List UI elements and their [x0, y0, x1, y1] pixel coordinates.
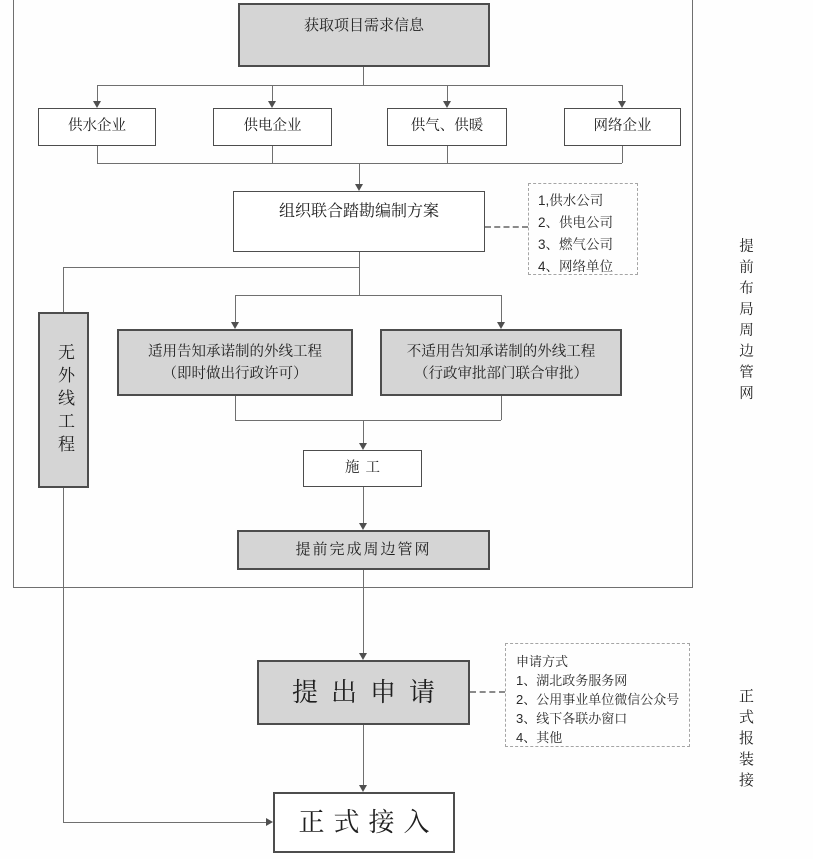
arrowhead-notapplicable	[497, 322, 505, 329]
connector-network-down	[622, 146, 623, 163]
connector-applicable-down	[235, 396, 236, 420]
connector-to-network	[622, 85, 623, 102]
connector-survey-down	[359, 252, 360, 295]
node-construction-label: 施工	[345, 459, 386, 476]
connector-to-power	[272, 85, 273, 102]
connector-noline-route-right	[63, 822, 266, 823]
node-no-outline-project	[38, 312, 89, 488]
phase-label-early-pipeline: 提前布局周边管网	[737, 238, 753, 406]
node-power-company	[213, 108, 332, 146]
connector-acquire-down	[363, 67, 364, 85]
connector-to-water	[97, 85, 98, 102]
connector-split-two	[235, 295, 501, 296]
note-survey-partners-line4: 4、网络单位	[538, 259, 614, 274]
note-application-methods-title: 申请方式	[516, 654, 569, 669]
node-water-company-label: 供水企业	[68, 118, 126, 135]
arrowhead-water	[93, 101, 101, 108]
dashed-connector-apply-note	[470, 691, 505, 693]
connector-complete-down	[363, 570, 364, 653]
connector-noline-route-down	[63, 488, 64, 822]
node-complete-pipeline-early-label: 提前完成周边管网	[295, 540, 432, 558]
connector-construction-down	[363, 487, 364, 523]
node-network-company	[564, 108, 681, 146]
node-acquire-info	[238, 3, 490, 67]
note-survey-partners	[528, 183, 638, 275]
connector-notapplicable-down	[501, 396, 502, 420]
arrowhead-complete-pipeline	[359, 523, 367, 530]
note-application-methods-line2: 2、公用事业单位微信公众号	[516, 692, 680, 707]
arrowhead-formal-left	[266, 818, 273, 826]
note-application-methods-line4: 4、其他	[516, 730, 563, 745]
note-application-methods-line1: 1、湖北政务服务网	[516, 673, 628, 688]
node-submit-application-label: 提出申请	[291, 676, 448, 707]
connector-noline-in	[63, 267, 64, 312]
connector-to-gas	[447, 85, 448, 102]
node-commit-not-applicable-line2: （行政审批部门联合审批）	[414, 365, 588, 382]
connector-to-survey	[359, 163, 360, 184]
node-gas-heating	[387, 108, 507, 146]
dashed-connector-survey-note	[485, 226, 528, 228]
connector-to-notapplicable	[501, 295, 502, 322]
arrowhead-submit	[359, 653, 367, 660]
node-commit-not-applicable-line1: 不适用告知承诺制的外线工程	[406, 343, 596, 360]
note-application-methods-line3: 3、线下各联办窗口	[516, 711, 628, 726]
node-acquire-info-label: 获取项目需求信息	[303, 17, 424, 34]
connector-merge-two	[235, 420, 501, 421]
node-commit-applicable-line1: 适用告知承诺制的外线工程	[148, 343, 322, 360]
phase-border-early-pipeline	[13, 0, 693, 588]
connector-to-applicable	[235, 295, 236, 322]
arrowhead-formal-top	[359, 785, 367, 792]
arrowhead-survey	[355, 184, 363, 191]
node-gas-heating-label: 供气、供暖	[410, 118, 484, 135]
phase-label-formal-install: 正式报装接	[737, 688, 754, 793]
connector-fanout-top	[97, 85, 622, 86]
note-application-methods	[505, 643, 690, 747]
node-network-company-label: 网络企业	[593, 118, 652, 135]
arrowhead-network	[618, 101, 626, 108]
connector-submit-down	[363, 725, 364, 785]
node-commit-applicable	[117, 329, 353, 396]
connector-gas-down	[447, 146, 448, 163]
node-no-outline-project-label: 无外线工程	[54, 342, 74, 458]
arrowhead-construction	[359, 443, 367, 450]
arrowhead-power	[268, 101, 276, 108]
node-joint-survey	[233, 191, 485, 252]
node-formal-access-label: 正式接入	[298, 806, 439, 837]
connector-power-down	[272, 146, 273, 163]
node-commit-not-applicable	[380, 329, 622, 396]
node-submit-application	[257, 660, 470, 725]
arrowhead-gas	[443, 101, 451, 108]
node-power-company-label: 供电企业	[243, 118, 302, 135]
connector-branch-noline	[63, 267, 359, 268]
note-survey-partners-line2: 2、供电公司	[538, 215, 614, 230]
note-survey-partners-line3: 3、燃气公司	[538, 237, 614, 252]
node-joint-survey-label: 组织联合踏勘编制方案	[278, 203, 439, 220]
node-formal-access	[273, 792, 455, 853]
node-commit-applicable-line2: （即时做出行政许可）	[162, 365, 308, 382]
node-construction	[303, 450, 422, 487]
node-water-company	[38, 108, 156, 146]
connector-water-down	[97, 146, 98, 163]
connector-to-construction	[363, 420, 364, 443]
node-complete-pipeline-early	[237, 530, 490, 570]
arrowhead-applicable	[231, 322, 239, 329]
note-survey-partners-line1: 1,供水公司	[538, 193, 604, 208]
